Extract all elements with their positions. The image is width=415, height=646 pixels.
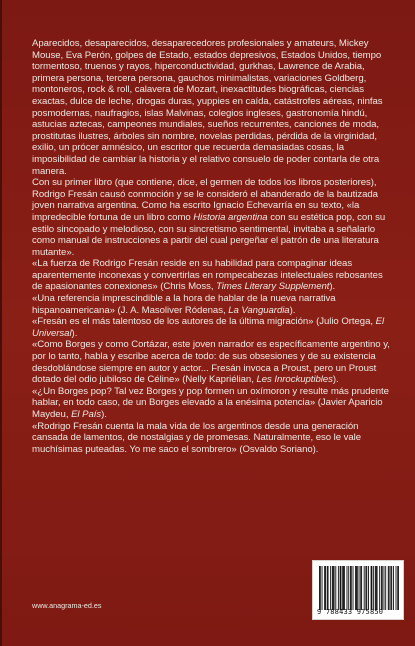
barcode-bar	[325, 566, 326, 610]
paragraph-intro-end: con su estética pop, con su estilo sincopado y melodioso, con su sincretismo sentimental, invitaba a señalarlo como manual de instrucciones a partir del cual pergeñar el patrón de una literatura mutante».	[32, 211, 386, 258]
isbn-number: 9 788433 975850	[317, 608, 384, 616]
barcode-bar	[375, 566, 376, 610]
barcode-bar	[379, 566, 380, 610]
quote-aparicio	[32, 386, 394, 421]
quote-text: «Fresán es el más talentoso de los autores de la última migración» (Julio Ortega,	[32, 316, 376, 328]
quote-source: El Universal	[32, 316, 385, 339]
quote-soriano: «Rodrigo Fresán cuenta la mala vida de los argentinos desde una generación cansada de lamentos, de nostalgias y de promesas. Naturalmente, eso le vale muchísimas puteadas. Yo me saco el sombrero» (Osvaldo Soriano).	[32, 420, 362, 455]
barcode-bar	[398, 566, 399, 610]
barcode-bars	[319, 566, 399, 610]
barcode-bar	[365, 566, 366, 610]
quote-masoliver	[32, 293, 394, 316]
quote-source: La Vanguardia	[228, 304, 290, 316]
barcode-bar	[353, 566, 354, 610]
barcode-bar	[319, 566, 320, 610]
barcode-bar	[382, 566, 383, 610]
barcode-bar	[381, 566, 382, 610]
quote-text: «Una referencia imprescindible a la hora de hablar de la nueva narrativa hispanoamericana» (J. A. Masoliver Ródenas,	[32, 293, 336, 316]
barcode-bar	[384, 566, 385, 610]
barcode-bar	[320, 566, 321, 610]
barcode-bar	[332, 566, 333, 610]
barcode-bar	[371, 566, 372, 610]
barcode-bar	[373, 566, 374, 610]
barcode-bar	[368, 566, 369, 610]
quote-text: «Como Borges y como Cortázar, este joven narrador es específicamente argentino y, por lo tanto, habla y escribe acerca de todo: de sus obsesiones y de su existencia desdoblándose siempre en autor y actor... Fresán invoca a Proust, pero un Proust dotado del odio jubiloso de Céline» (Nelly Kapriélian,	[32, 339, 390, 386]
quote-close: ).	[71, 327, 78, 339]
quote-close: ).	[332, 374, 339, 386]
barcode-bar	[385, 566, 386, 610]
barcode-bar	[347, 566, 348, 610]
barcode-bar	[355, 566, 356, 610]
quote-close: ).	[289, 304, 296, 316]
barcode-bar	[324, 566, 325, 610]
barcode-bar	[340, 566, 341, 610]
barcode-bar	[360, 566, 361, 610]
paragraph-intro	[32, 177, 394, 258]
barcode-bar	[344, 566, 345, 610]
barcode-bar	[376, 566, 377, 610]
barcode-bar	[322, 566, 323, 610]
quote-text: «La fuerza de Rodrigo Fresán reside en su habilidad para compaginar ideas aparentemente inconexas y convertirlas en rompecabezas intelectuales rebosantes de apasionantes conexiones» (Chris Moss,	[32, 258, 383, 293]
quote-close: ).	[329, 281, 336, 293]
paragraph-intro-start: Con su primer libro (que contiene, dice, el germen de todos los libros posteriores), Rodrigo Fresán causó conmoción y se le consideró el abanderado de la bautizada joven narrativa argentina. Como ha escrito Ignacio Echevarría en su texto, «la impredecible fortuna de un libro como	[32, 177, 378, 223]
barcode-bar	[351, 566, 352, 610]
barcode-bar	[371, 566, 372, 610]
barcode-bar	[338, 566, 339, 610]
isbn-barcode	[312, 560, 404, 620]
book-title-italic: Historia argentina	[193, 211, 268, 223]
barcode-bar	[388, 566, 389, 610]
barcode-bar	[389, 566, 390, 610]
barcode-bar	[333, 566, 334, 610]
quote-kaprielian	[32, 339, 394, 385]
quote-text: «¿Un Borges pop? Tal vez Borges y pop formen un oxímoron y resulte más prudente hablar, en todo caso, de un Borges elevado a la enésima potencia» (Javier Aparicio Maydeu,	[32, 385, 389, 420]
barcode-bar	[343, 566, 344, 610]
barcode-bar	[391, 566, 392, 610]
barcode-bar	[359, 566, 360, 610]
publisher-website: www.anagrama-ed.es	[32, 601, 102, 610]
quote-source: Times Literary Supplement	[216, 281, 330, 293]
barcode-bar	[348, 566, 349, 610]
barcode-bar	[390, 566, 391, 610]
barcode-bar	[361, 566, 362, 610]
barcode-bar	[397, 566, 398, 610]
barcode-bar	[364, 566, 365, 610]
barcode-bar	[335, 566, 336, 610]
barcode-bar	[357, 566, 358, 610]
barcode-bar	[330, 566, 331, 610]
quote-source: Les Inrockuptibles	[256, 374, 333, 386]
barcode-bar	[341, 566, 342, 610]
quote-close: ).	[101, 409, 107, 420]
quote-source: El País	[71, 409, 102, 420]
barcode-bar	[334, 566, 335, 610]
back-cover-text	[32, 38, 394, 455]
barcode-bar	[350, 566, 351, 610]
barcode-bar	[328, 566, 329, 610]
barcode-bar	[342, 566, 343, 610]
barcode-bar	[356, 566, 357, 610]
barcode-bar	[396, 566, 397, 610]
quote-chris-moss	[32, 258, 394, 293]
barcode-bar	[366, 566, 367, 610]
barcode-bar	[327, 566, 328, 610]
paragraph-themes: Aparecidos, desaparecidos, desaparecedores profesionales y amateurs, Mickey Mouse, Eva Perón, golpes de Estado, estados depresivos, Estados Unidos, tiempo tormentoso, truenos y rayos, hiperconductividad, gurkhas, Lawrence de Arabia, primera persona, tercera persona, gauchos minimalistas, variaciones Goldberg, montoneros, rock & roll, calavera de Mozart, inexactitudes biográficas, ciencias exactas, dulce de leche, drogas duras, yuppies en caída, catástrofes aéreas, ninfas posmodernas, naufragios, islas Malvinas, colegios ingleses, gastronomía hindú, astucias aztecas, campeones mundiales, sueños recurrentes, canciones de moda, prostitutas ilustres, árboles sin nombre, novelas perdidas, pérdida de la virginidad, exilio, un prócer amnésico, un escritor que recuerda demasiadas cosas, la imposibilidad de cambiar la historia y el relativo consuelo de poder contarla de otra manera.	[32, 38, 383, 177]
barcode-bar	[393, 566, 394, 610]
barcode-bar	[377, 566, 378, 610]
quote-ortega	[32, 316, 394, 339]
